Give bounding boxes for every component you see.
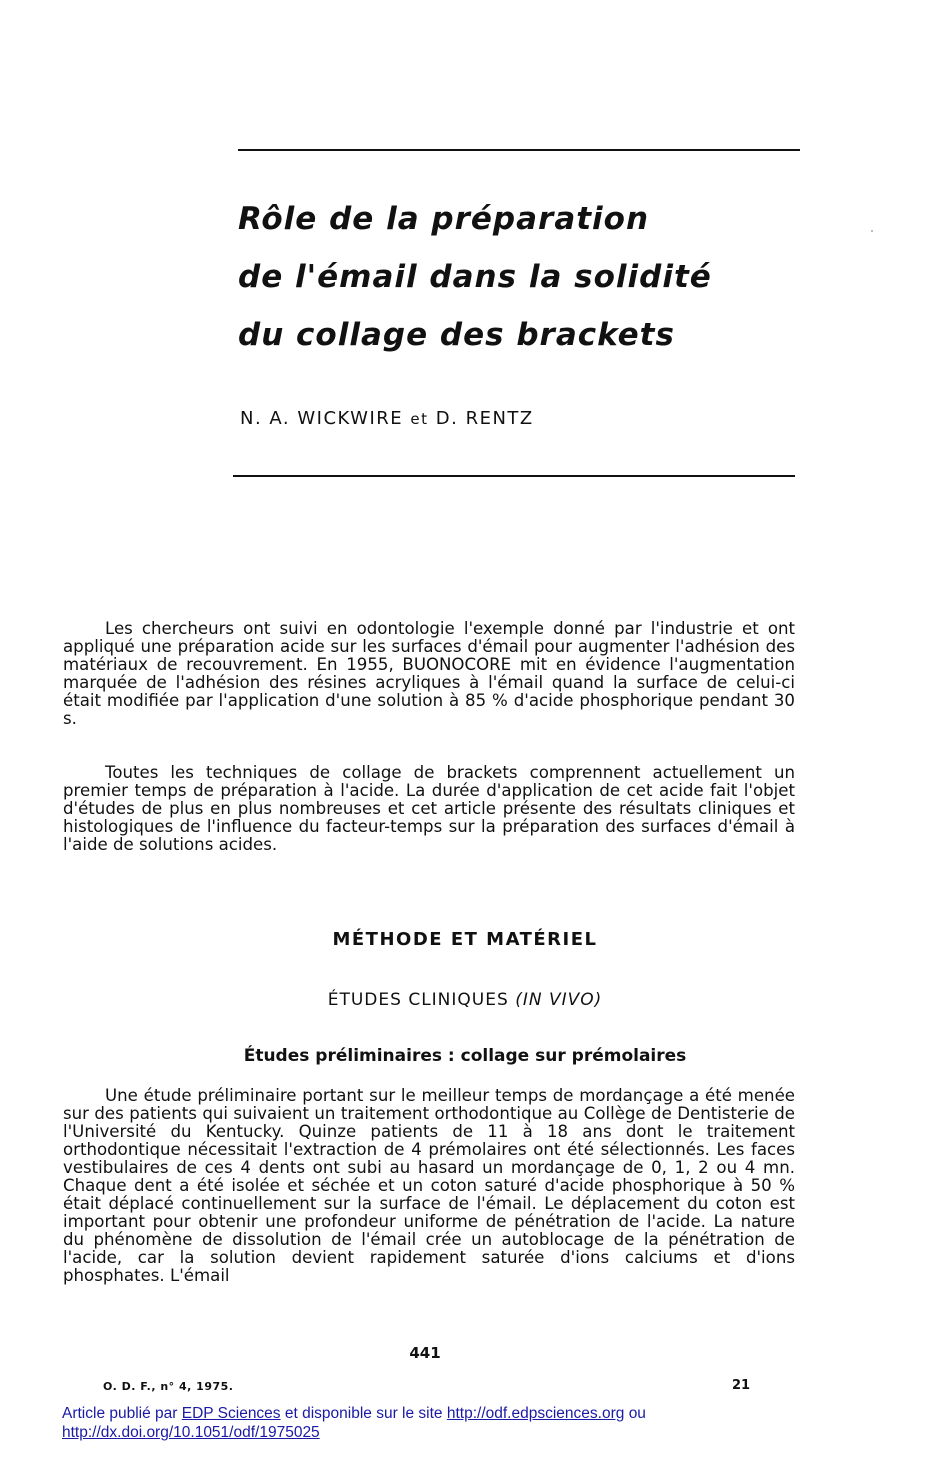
title-line-3: du collage des brackets <box>238 317 675 353</box>
notice-suffix: ou <box>628 1405 646 1422</box>
section-heading: MÉTHODE ET MATÉRIEL <box>332 929 598 950</box>
subsection-heading <box>0 990 930 1010</box>
journal-reference: O. D. F., n° 4, 1975. <box>103 1380 234 1393</box>
title-line-2: de l'émail dans la solidité <box>238 259 712 295</box>
subsection-heading-italic: (IN VIVO) <box>515 990 603 1010</box>
publication-notice <box>62 1404 762 1442</box>
doi-link[interactable]: http://dx.doi.org/10.1051/odf/1975025 <box>62 1424 320 1441</box>
publisher-link[interactable]: EDP Sciences <box>181 1405 281 1422</box>
body-paragraph: Une étude préliminaire portant sur le meilleur temps de mordançage a été menée sur des patients qui suivaient un traitement orthodontique au Collège de Dentisterie de l'Université du Kentucky. Quinze patients de 11 à 18 ans dont le traitement orthodontique nécessitait l'extraction de 4 prémolaires ont été sélectionnés. Les faces vestibulaires de ces 4 dents ont subi au hasard un mordançage de 0, 1, 2 ou 4 mn. Chaque dent a été isolée et séchée et un coton saturé d'acide phosphorique à 50 % était déplacé continuellement sur la surface de l'émail. Le déplacement du coton est important pour obtenir une profondeur uniforme de pénétration de l'acide. La nature du phénomène de dissolution de l'émail crée un autoblocage de la pénétration de l'acide, car la solution devient rapidement saturée d'ions calciums et d'ions phosphates. L'émail <box>63 1086 795 1285</box>
notice-middle: et disponible sur le site <box>284 1405 443 1422</box>
authors-rule <box>233 475 795 477</box>
scan-speck <box>871 230 873 232</box>
subsection-heading-text: ÉTUDES CLINIQUES <box>327 990 509 1010</box>
notice-prefix: Article publié par <box>62 1405 178 1422</box>
author-conjunction: et <box>410 410 429 428</box>
author-2: D. RENTZ <box>435 408 534 429</box>
author-1: N. A. WICKWIRE <box>240 408 404 429</box>
article-title <box>238 190 858 364</box>
sheet-number: 21 <box>732 1378 751 1393</box>
site-link[interactable]: http://odf.edpsciences.org <box>446 1405 625 1422</box>
title-line-1: Rôle de la préparation <box>238 201 650 237</box>
authors <box>240 408 534 429</box>
subsubsection-heading: Études préliminaires : collage sur prémolaires <box>243 1046 687 1066</box>
page-number: 441 <box>409 1344 441 1362</box>
intro-paragraph-1: Les chercheurs ont suivi en odontologie l'exemple donné par l'industrie et ont appliqué une préparation acide sur les surfaces d'émail pour augmenter l'adhésion des matériaux de recouvrement. En 1955, BUONOCORE mit en évidence l'augmentation marquée de l'adhésion des résines acryliques à l'émail quand la surface de celui-ci était modifiée par l'application d'une solution à 85 % d'acide phosphorique pendant 30 s. <box>63 619 795 728</box>
top-rule <box>238 149 800 151</box>
intro-paragraph-2: Toutes les techniques de collage de brackets comprennent actuellement un premier temps de préparation à l'acide. La durée d'application de cet acide fait l'objet d'études de plus en plus nombreuses et cet article présente des résultats cliniques et histologiques de l'influence du facteur-temps sur la préparation des surfaces d'émail à l'aide de solutions acides. <box>63 763 795 854</box>
